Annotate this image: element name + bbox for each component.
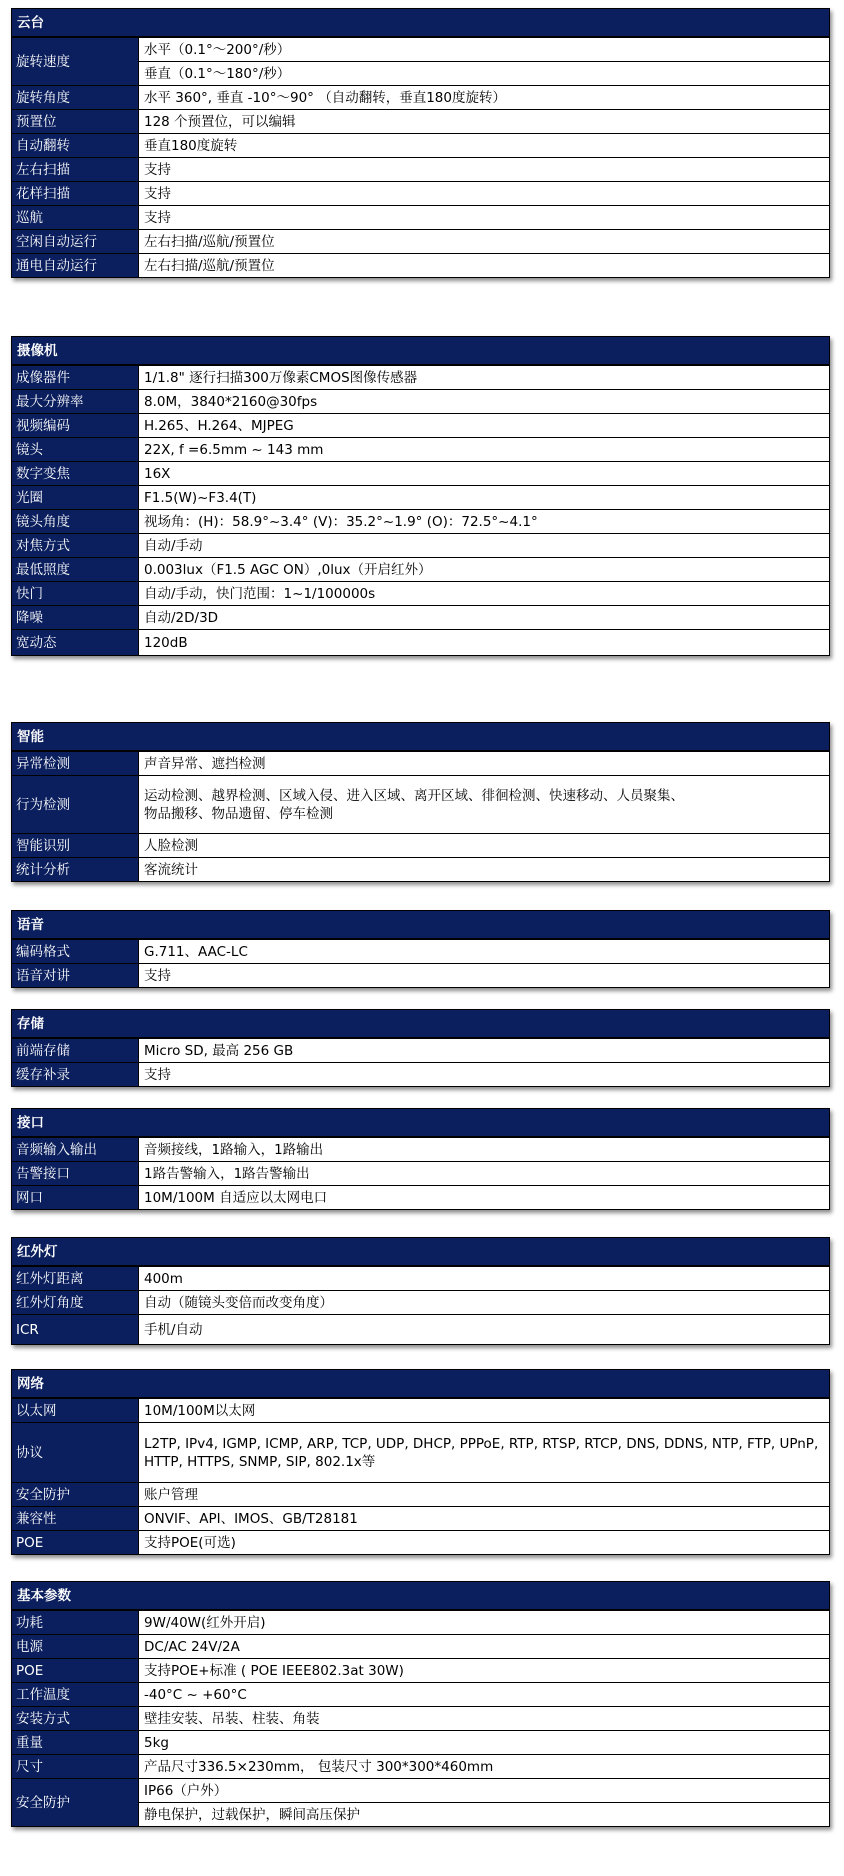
spec-table <box>11 1038 830 1087</box>
spec-label: 安全防护 <box>12 1779 139 1827</box>
spec-row <box>12 582 830 606</box>
spec-label: 缓存补录 <box>12 1063 139 1087</box>
spec-row <box>12 940 830 964</box>
spec-label: 尺寸 <box>12 1755 139 1779</box>
spec-row <box>12 776 830 834</box>
spec-label: 智能识别 <box>12 834 139 858</box>
spec-row <box>12 438 830 462</box>
spec-table <box>11 1137 830 1210</box>
spec-label: 行为检测 <box>12 776 139 834</box>
spec-value: 垂直（0.1°～180°/秒） <box>139 62 830 86</box>
spec-label: 告警接口 <box>12 1162 139 1186</box>
section-title: 摄像机 <box>11 336 830 365</box>
spec-row <box>12 1531 830 1555</box>
spec-row <box>12 1186 830 1210</box>
spec-value: 音频接线，1路输入，1路输出 <box>139 1138 830 1162</box>
spec-label: 统计分析 <box>12 858 139 882</box>
spec-label: 镜头 <box>12 438 139 462</box>
spec-value: 16X <box>139 462 830 486</box>
spec-value: 120dB <box>139 630 830 656</box>
spec-label: 最低照度 <box>12 558 139 582</box>
spec-label: 自动翻转 <box>12 134 139 158</box>
spec-value: 声音异常、遮挡检测 <box>139 752 830 776</box>
spec-row <box>12 110 830 134</box>
section-title: 存储 <box>11 1009 830 1038</box>
spec-row <box>12 510 830 534</box>
section-title: 语音 <box>11 910 830 939</box>
spec-label: 左右扫描 <box>12 158 139 182</box>
spec-section <box>11 722 830 882</box>
spec-value: 账户管理 <box>139 1483 830 1507</box>
section-title: 网络 <box>11 1369 830 1398</box>
spec-value: 产品尺寸336.5×230mm， 包装尺寸 300*300*460mm <box>139 1755 830 1779</box>
spec-label: 语音对讲 <box>12 964 139 988</box>
spec-row <box>12 752 830 776</box>
spec-label: 网口 <box>12 1186 139 1210</box>
spec-value: 支持 <box>139 1063 830 1087</box>
spec-value: 支持POE+标准 ( POE IEEE802.3at 30W) <box>139 1659 830 1683</box>
spec-value: Micro SD, 最高 256 GB <box>139 1039 830 1063</box>
spec-value: 垂直180度旋转 <box>139 134 830 158</box>
spec-value: 人脸检测 <box>139 834 830 858</box>
spec-row <box>12 1399 830 1423</box>
spec-label: ICR <box>12 1315 139 1345</box>
section-title: 红外灯 <box>11 1237 830 1266</box>
spec-table <box>11 1398 830 1555</box>
spec-row <box>12 1731 830 1755</box>
spec-row <box>12 414 830 438</box>
spec-label: 快门 <box>12 582 139 606</box>
spec-row <box>12 630 830 656</box>
spec-label: 安全防护 <box>12 1483 139 1507</box>
spec-label: POE <box>12 1531 139 1555</box>
spec-label: 最大分辨率 <box>12 390 139 414</box>
spec-table <box>11 1610 830 1827</box>
spec-label: 音频输入输出 <box>12 1138 139 1162</box>
spec-value: 400m <box>139 1267 830 1291</box>
spec-label: 工作温度 <box>12 1683 139 1707</box>
spec-section <box>11 1108 830 1210</box>
spec-value: 8.0M，3840*2160@30fps <box>139 390 830 414</box>
spec-row <box>12 606 830 630</box>
spec-label: 红外灯角度 <box>12 1291 139 1315</box>
spec-value: 10M/100M以太网 <box>139 1399 830 1423</box>
section-title: 云台 <box>11 8 830 37</box>
spec-label: 旋转速度 <box>12 38 139 86</box>
spec-value: 支持 <box>139 206 830 230</box>
spec-label: 降噪 <box>12 606 139 630</box>
spec-row <box>12 366 830 390</box>
spec-value: 自动（随镜头变倍而改变角度） <box>139 1291 830 1315</box>
spec-label: 宽动态 <box>12 630 139 656</box>
spec-label: 红外灯距离 <box>12 1267 139 1291</box>
spec-row <box>12 1291 830 1315</box>
spec-value: DC/AC 24V/2A <box>139 1635 830 1659</box>
spec-row <box>12 834 830 858</box>
spec-label: 光圈 <box>12 486 139 510</box>
section-title: 智能 <box>11 722 830 751</box>
spec-table <box>11 37 830 278</box>
spec-label: 重量 <box>12 1731 139 1755</box>
spec-label: 空闲自动运行 <box>12 230 139 254</box>
spec-label: 协议 <box>12 1423 139 1483</box>
spec-value: 左右扫描/巡航/预置位 <box>139 230 830 254</box>
spec-row <box>12 486 830 510</box>
spec-label: 通电自动运行 <box>12 254 139 278</box>
spec-label: POE <box>12 1659 139 1683</box>
spec-row <box>12 86 830 110</box>
spec-label: 镜头角度 <box>12 510 139 534</box>
spec-row <box>12 390 830 414</box>
spec-table <box>11 751 830 882</box>
spec-row <box>12 1755 830 1779</box>
spec-label: 编码格式 <box>12 940 139 964</box>
spec-row <box>12 1779 830 1803</box>
spec-row <box>12 1423 830 1483</box>
spec-value: 9W/40W(红外开启) <box>139 1611 830 1635</box>
spec-table <box>11 939 830 988</box>
spec-label: 花样扫描 <box>12 182 139 206</box>
spec-section <box>11 1581 830 1827</box>
spec-value: 视场角：(H)：58.9°~3.4° (V)：35.2°~1.9° (O)：72.5°~4.1° <box>139 510 830 534</box>
spec-value: G.711、AAC-LC <box>139 940 830 964</box>
spec-row <box>12 158 830 182</box>
spec-row <box>12 182 830 206</box>
spec-section <box>11 336 830 656</box>
spec-label: 巡航 <box>12 206 139 230</box>
spec-value: 运动检测、越界检测、区域入侵、进入区域、离开区域、徘徊检测、快速移动、人员聚集、 物品搬移、物品遗留、停车检测 <box>139 776 830 834</box>
spec-row <box>12 206 830 230</box>
spec-row <box>12 534 830 558</box>
spec-value: 自动/2D/3D <box>139 606 830 630</box>
spec-section <box>11 1009 830 1087</box>
spec-value: 10M/100M 自适应以太网电口 <box>139 1186 830 1210</box>
spec-value: H.265、H.264、MJPEG <box>139 414 830 438</box>
spec-value: 自动/手动，快门范围：1~1/100000s <box>139 582 830 606</box>
spec-row <box>12 1635 830 1659</box>
spec-row <box>12 1267 830 1291</box>
spec-label: 电源 <box>12 1635 139 1659</box>
spec-value: 1路告警输入，1路告警输出 <box>139 1162 830 1186</box>
spec-row <box>12 1611 830 1635</box>
spec-value: 支持 <box>139 182 830 206</box>
spec-value: F1.5(W)~F3.4(T) <box>139 486 830 510</box>
spec-label: 成像器件 <box>12 366 139 390</box>
spec-value: 支持 <box>139 158 830 182</box>
spec-row <box>12 134 830 158</box>
spec-row <box>12 1039 830 1063</box>
spec-row <box>12 1507 830 1531</box>
spec-label: 视频编码 <box>12 414 139 438</box>
spec-value: L2TP, IPv4, IGMP, ICMP, ARP, TCP, UDP, DHCP, PPPoE, RTP, RTSP, RTCP, DNS, DDNS, NTP, FTP, UPnP, HTTP, HTTPS, SNMP, SIP, 802.1x等 <box>139 1423 830 1483</box>
spec-section <box>11 8 830 278</box>
spec-value: ONVIF、API、IMOS、GB/T28181 <box>139 1507 830 1531</box>
spec-label: 异常检测 <box>12 752 139 776</box>
spec-row <box>12 1138 830 1162</box>
spec-section <box>11 1237 830 1345</box>
spec-label: 预置位 <box>12 110 139 134</box>
spec-value: 22X, f =6.5mm ~ 143 mm <box>139 438 830 462</box>
spec-label: 对焦方式 <box>12 534 139 558</box>
spec-section <box>11 1369 830 1555</box>
spec-label: 数字变焦 <box>12 462 139 486</box>
spec-value: 壁挂安装、吊装、柱装、角装 <box>139 1707 830 1731</box>
section-title: 基本参数 <box>11 1581 830 1610</box>
spec-section <box>11 910 830 988</box>
spec-value: 5kg <box>139 1731 830 1755</box>
spec-row <box>12 1683 830 1707</box>
spec-value: 客流统计 <box>139 858 830 882</box>
spec-row <box>12 1483 830 1507</box>
spec-row <box>12 1162 830 1186</box>
spec-value: -40°C ~ +60°C <box>139 1683 830 1707</box>
spec-row <box>12 254 830 278</box>
spec-value: 支持POE(可选) <box>139 1531 830 1555</box>
spec-row <box>12 230 830 254</box>
spec-label: 兼容性 <box>12 1507 139 1531</box>
spec-value: 支持 <box>139 964 830 988</box>
spec-row <box>12 1707 830 1731</box>
spec-table <box>11 1266 830 1345</box>
spec-value: 水平 360°, 垂直 -10°～90° （自动翻转，垂直180度旋转） <box>139 86 830 110</box>
spec-label: 以太网 <box>12 1399 139 1423</box>
spec-row <box>12 38 830 62</box>
spec-label: 旋转角度 <box>12 86 139 110</box>
spec-table <box>11 365 830 656</box>
spec-row <box>12 964 830 988</box>
spec-value: 128 个预置位，可以编辑 <box>139 110 830 134</box>
spec-value: 1/1.8" 逐行扫描300万像素CMOS图像传感器 <box>139 366 830 390</box>
spec-label: 前端存储 <box>12 1039 139 1063</box>
spec-row <box>12 558 830 582</box>
spec-row <box>12 462 830 486</box>
section-title: 接口 <box>11 1108 830 1137</box>
spec-row <box>12 858 830 882</box>
spec-label: 安装方式 <box>12 1707 139 1731</box>
spec-value: 自动/手动 <box>139 534 830 558</box>
spec-value: IP66（户外） <box>139 1779 830 1803</box>
spec-row <box>12 1659 830 1683</box>
spec-value: 0.003lux（F1.5 AGC ON）,0lux（开启红外） <box>139 558 830 582</box>
spec-row <box>12 1315 830 1345</box>
spec-value: 静电保护，过载保护，瞬间高压保护 <box>139 1803 830 1827</box>
spec-value: 水平（0.1°～200°/秒） <box>139 38 830 62</box>
spec-row <box>12 1063 830 1087</box>
spec-value: 左右扫描/巡航/预置位 <box>139 254 830 278</box>
spec-value: 手机/自动 <box>139 1315 830 1345</box>
spec-label: 功耗 <box>12 1611 139 1635</box>
